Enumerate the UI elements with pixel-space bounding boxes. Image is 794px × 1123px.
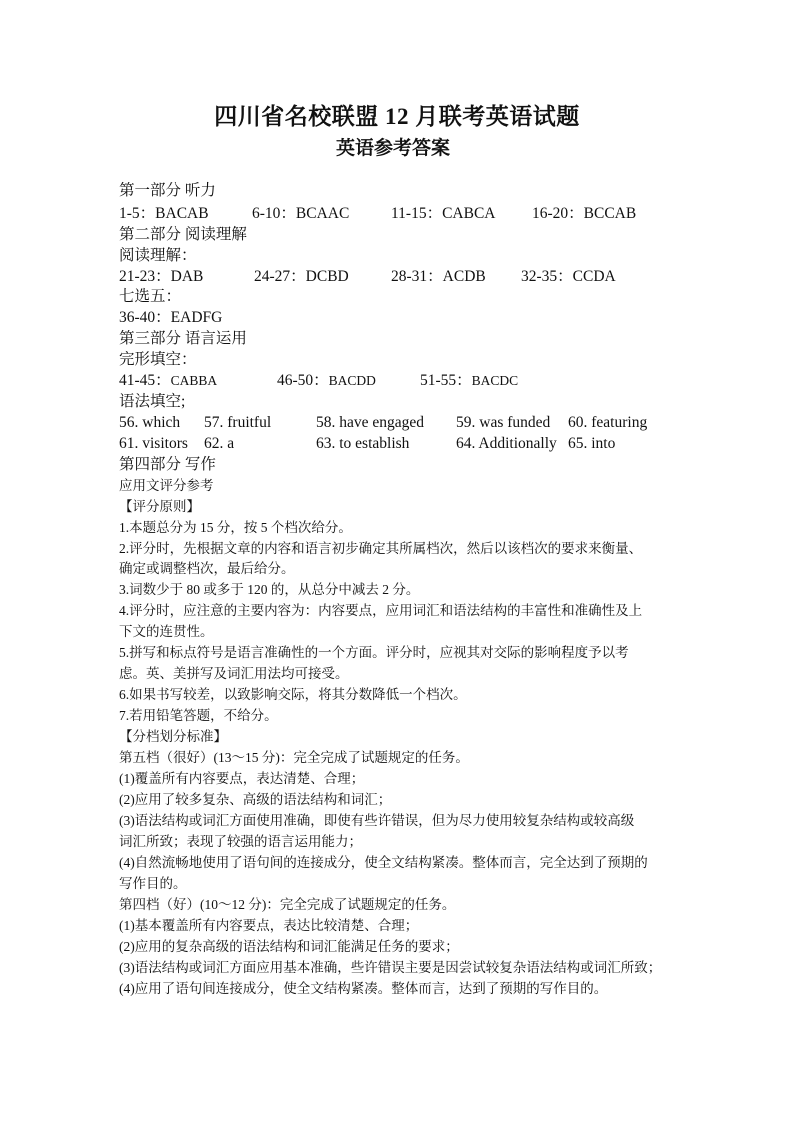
grammar-answer: 62. a bbox=[204, 435, 235, 452]
cloze-value: BACDC bbox=[471, 373, 519, 388]
standard-line: (4)自然流畅地使用了语句间的连接成分，使全文结构紧凑。整体而言，完全达到了预期的 bbox=[119, 855, 648, 870]
answer-32-35: 32-35：CCDA bbox=[521, 268, 616, 285]
standard-line: (2)应用的复杂高级的语法结构和词汇能满足任务的要求； bbox=[119, 939, 459, 954]
principle-line: 3.词数少于 80 或多于 120 的，从总分中减去 2 分。 bbox=[119, 582, 420, 597]
answer-6-10: 6-10：BCAAC bbox=[252, 205, 350, 222]
part1-heading: 第一部分 听力 bbox=[119, 182, 216, 199]
standard-line: (1)覆盖所有内容要点，表达清楚、合理； bbox=[119, 771, 365, 786]
principle-line: 4.评分时，应注意的主要内容为：内容要点，应用词汇和语法结构的丰富性和准确性及上 bbox=[119, 603, 643, 618]
seven-answer: 36-40：EADFG bbox=[119, 309, 223, 326]
grammar-answer: 58. have engaged bbox=[316, 414, 425, 431]
grammar-answer: 63. to establish bbox=[316, 435, 410, 452]
principle-line: 下文的连贯性。 bbox=[119, 624, 214, 639]
seven-label: 七选五： bbox=[119, 288, 182, 305]
grammar-answer: 65. into bbox=[568, 435, 616, 452]
standard-line: (1)基本覆盖所有内容要点，表达比较清楚、合理； bbox=[119, 918, 419, 933]
grammar-answer: 56. which bbox=[119, 414, 181, 431]
principle-line: 1.本题总分为 15 分，按 5 个档次给分。 bbox=[119, 520, 352, 535]
grammar-answer: 57. fruitful bbox=[204, 414, 272, 431]
answer-16-20: 16-20：BCCAB bbox=[532, 205, 637, 222]
principle-line: 7.若用铅笔答题，不给分。 bbox=[119, 708, 278, 723]
grammar-answer: 59. was funded bbox=[456, 414, 551, 431]
cloze-value: CABBA bbox=[170, 373, 218, 388]
cloze-range: 51-55： bbox=[420, 372, 472, 389]
reading-label: 阅读理解： bbox=[119, 247, 197, 264]
part3-heading: 第三部分 语言运用 bbox=[119, 330, 247, 347]
standard-line: (2)应用了较多复杂、高级的语法结构和词汇； bbox=[119, 792, 392, 807]
cloze-range: 46-50： bbox=[277, 372, 329, 389]
standard-line: 第五档（很好）(13～15 分)：完全完成了试题规定的任务。 bbox=[119, 750, 469, 765]
cloze-group-3 bbox=[420, 371, 518, 391]
answer-11-15: 11-15：CABCA bbox=[391, 205, 496, 222]
principles-title: 【评分原则】 bbox=[119, 499, 200, 514]
standard-line: 第四档（好）(10～12 分)：完全完成了试题规定的任务。 bbox=[119, 897, 456, 912]
standard-line: (4)应用了语句间连接成分，使全文结构紧凑。整体而言，达到了预期的写作目的。 bbox=[119, 981, 608, 996]
standard-line: 写作目的。 bbox=[119, 876, 187, 891]
standard-line: 词汇所致；表现了较强的语言运用能力； bbox=[119, 834, 362, 849]
standards-title: 【分档划分标准】 bbox=[119, 729, 227, 744]
cloze-label: 完形填空： bbox=[119, 351, 197, 368]
answer-24-27: 24-27：DCBD bbox=[254, 268, 349, 285]
principle-line: 确定或调整档次，最后给分。 bbox=[119, 561, 295, 576]
principle-line: 2.评分时，先根据文章的内容和语言初步确定其所属档次，然后以该档次的要求来衡量、 bbox=[119, 541, 643, 556]
principle-line: 虑。英、美拼写及词汇用法均可接受。 bbox=[119, 666, 349, 681]
standard-line: (3)语法结构或词汇方面应用基本准确，些许错误主要是因尝试较复杂语法结构或词汇所致； bbox=[119, 960, 662, 975]
page-subtitle: 英语参考答案 bbox=[335, 138, 450, 159]
principle-line: 5.拼写和标点符号是语言准确性的一个方面。评分时，应视其对交际的影响程度予以考 bbox=[119, 645, 629, 660]
page-title: 四川省名校联盟 12 月联考英语试题 bbox=[214, 104, 580, 129]
cloze-group-2 bbox=[277, 371, 376, 391]
cloze-range: 41-45： bbox=[119, 372, 171, 389]
grammar-answer: 61. visitors bbox=[119, 435, 188, 452]
grammar-answer: 64. Additionally bbox=[456, 435, 557, 452]
part2-heading: 第二部分 阅读理解 bbox=[119, 226, 247, 243]
answer-21-23: 21-23：DAB bbox=[119, 268, 204, 285]
answer-1-5: 1-5：BACAB bbox=[119, 205, 209, 222]
standard-line: (3)语法结构或词汇方面使用准确，即使有些许错误，但为尽力使用较复杂结构或较高级 bbox=[119, 813, 635, 828]
grammar-answer: 60. featuring bbox=[568, 414, 648, 431]
principle-line: 6.如果书写较差，以致影响交际，将其分数降低一个档次。 bbox=[119, 687, 467, 702]
answer-28-31: 28-31：ACDB bbox=[391, 268, 486, 285]
cloze-group-1 bbox=[119, 371, 217, 391]
part4-heading: 第四部分 写作 bbox=[119, 456, 216, 473]
part4-subheading: 应用文评分参考 bbox=[119, 478, 214, 493]
cloze-value: BACDD bbox=[328, 373, 376, 388]
grammar-label: 语法填空; bbox=[119, 393, 186, 410]
